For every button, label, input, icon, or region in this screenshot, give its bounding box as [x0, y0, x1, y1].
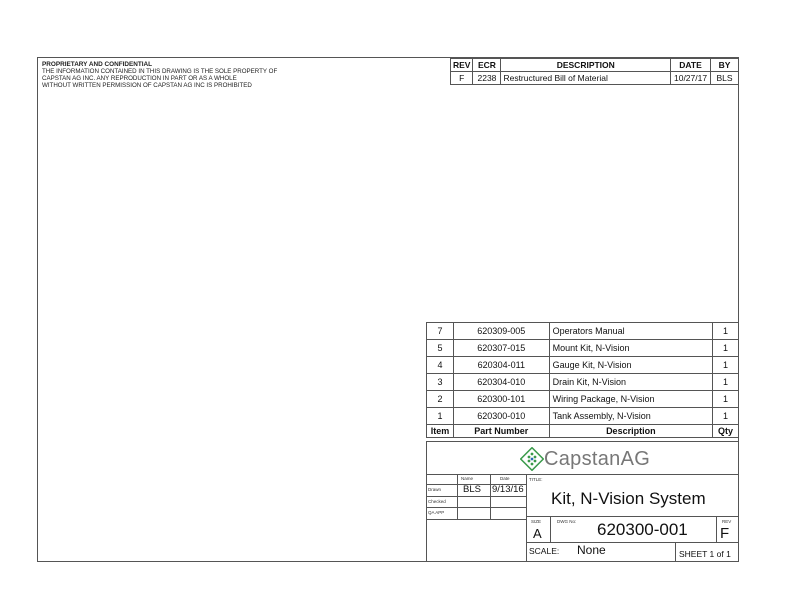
bom-item: 1	[427, 408, 454, 425]
scale-value: None	[577, 543, 606, 557]
revision-table	[450, 58, 739, 85]
divider	[426, 519, 527, 520]
bom-item: 5	[427, 340, 454, 357]
revision-row	[451, 72, 739, 85]
logo-text: CapstanAG	[544, 447, 651, 470]
bom-part-number: 620307-015	[453, 340, 549, 357]
bom-row	[427, 323, 739, 340]
revision-cell: BLS	[711, 72, 739, 85]
checked-label: Checked	[428, 499, 446, 504]
divider	[457, 474, 458, 519]
revision-header-cell: REV	[451, 59, 473, 72]
bom-header-cell: Item	[427, 425, 454, 438]
revision-cell: 10/27/17	[671, 72, 711, 85]
bom-description: Wiring Package, N-Vision	[549, 391, 712, 408]
drawing-title: Kit, N-Vision System	[551, 489, 706, 508]
divider	[490, 474, 491, 519]
bill-of-materials	[426, 322, 739, 438]
capstan-logo-icon	[520, 447, 544, 471]
divider	[526, 516, 739, 517]
bom-row	[427, 340, 739, 357]
bom-part-number: 620300-010	[453, 408, 549, 425]
bom-qty: 1	[713, 374, 739, 391]
bom-header-cell: Part Number	[453, 425, 549, 438]
proprietary-notice	[42, 61, 277, 89]
bom-description: Gauge Kit, N-Vision	[549, 357, 712, 374]
dwg-label: DWG No:	[557, 519, 577, 524]
bom-qty: 1	[713, 323, 739, 340]
bom-row	[427, 357, 739, 374]
scale-label: SCALE:	[529, 546, 560, 556]
company-logo	[520, 445, 650, 473]
bom-header-row	[427, 425, 739, 438]
divider	[675, 542, 676, 562]
drawn-label: Drawn	[428, 487, 442, 492]
bom-qty: 1	[713, 340, 739, 357]
proprietary-line: WITHOUT WRITTEN PERMISSION OF CAPSTAN AG INC IS PROHIBITED	[42, 82, 252, 89]
proprietary-line: CAPSTAN AG INC. ANY REPRODUCTION IN PART OR AS A WHOLE	[42, 75, 237, 82]
revision-cell: F	[451, 72, 473, 85]
drawn-name: BLS	[463, 484, 481, 495]
bom-description: Mount Kit, N-Vision	[549, 340, 712, 357]
divider	[526, 542, 739, 543]
bom-header-cell: Description	[549, 425, 712, 438]
bom-item: 4	[427, 357, 454, 374]
divider	[716, 516, 717, 542]
qa-label: QA APP	[428, 510, 445, 515]
revision-cell: Restructured Bill of Material	[501, 72, 671, 85]
revision-header-cell: DESCRIPTION	[501, 59, 671, 72]
divider	[550, 516, 551, 542]
revision-header-cell: BY	[711, 59, 739, 72]
bom-description: Drain Kit, N-Vision	[549, 374, 712, 391]
drawing-number: 620300-001	[597, 520, 688, 539]
bom-item: 7	[427, 323, 454, 340]
divider	[426, 496, 527, 497]
title-label: TITLE:	[529, 477, 543, 482]
bom-description: Tank Assembly, N-Vision	[549, 408, 712, 425]
size-value: A	[533, 526, 542, 541]
bom-part-number: 620309-005	[453, 323, 549, 340]
bom-qty: 1	[713, 357, 739, 374]
bom-row	[427, 408, 739, 425]
rev-label: REV	[722, 519, 732, 524]
revision-header-cell: DATE	[671, 59, 711, 72]
bom-item: 3	[427, 374, 454, 391]
divider	[426, 507, 527, 508]
bom-description: Operators Manual	[549, 323, 712, 340]
name-label: Name	[461, 476, 474, 481]
revision-header-row	[451, 59, 739, 72]
drawn-date: 9/13/16	[492, 484, 524, 495]
bom-qty: 1	[713, 391, 739, 408]
revision-cell: 2238	[473, 72, 501, 85]
divider	[526, 474, 527, 562]
size-label: SIZE	[531, 519, 542, 524]
bom-row	[427, 391, 739, 408]
bom-qty: 1	[713, 408, 739, 425]
bom-item: 2	[427, 391, 454, 408]
divider	[426, 474, 739, 475]
revision-header-cell: ECR	[473, 59, 501, 72]
bom-header-cell: Qty	[713, 425, 739, 438]
date-label: Date	[500, 476, 510, 481]
bom-part-number: 620300-101	[453, 391, 549, 408]
sheet-number: SHEET 1 of 1	[679, 549, 731, 559]
bom-part-number: 620304-010	[453, 374, 549, 391]
proprietary-line: THE INFORMATION CONTAINED IN THIS DRAWING IS THE SOLE PROPERTY OF	[42, 68, 278, 75]
bom-row	[427, 374, 739, 391]
bom-part-number: 620304-011	[453, 357, 549, 374]
rev-value: F	[720, 525, 730, 542]
proprietary-heading: PROPRIETARY AND CONFIDENTIAL	[42, 61, 153, 68]
